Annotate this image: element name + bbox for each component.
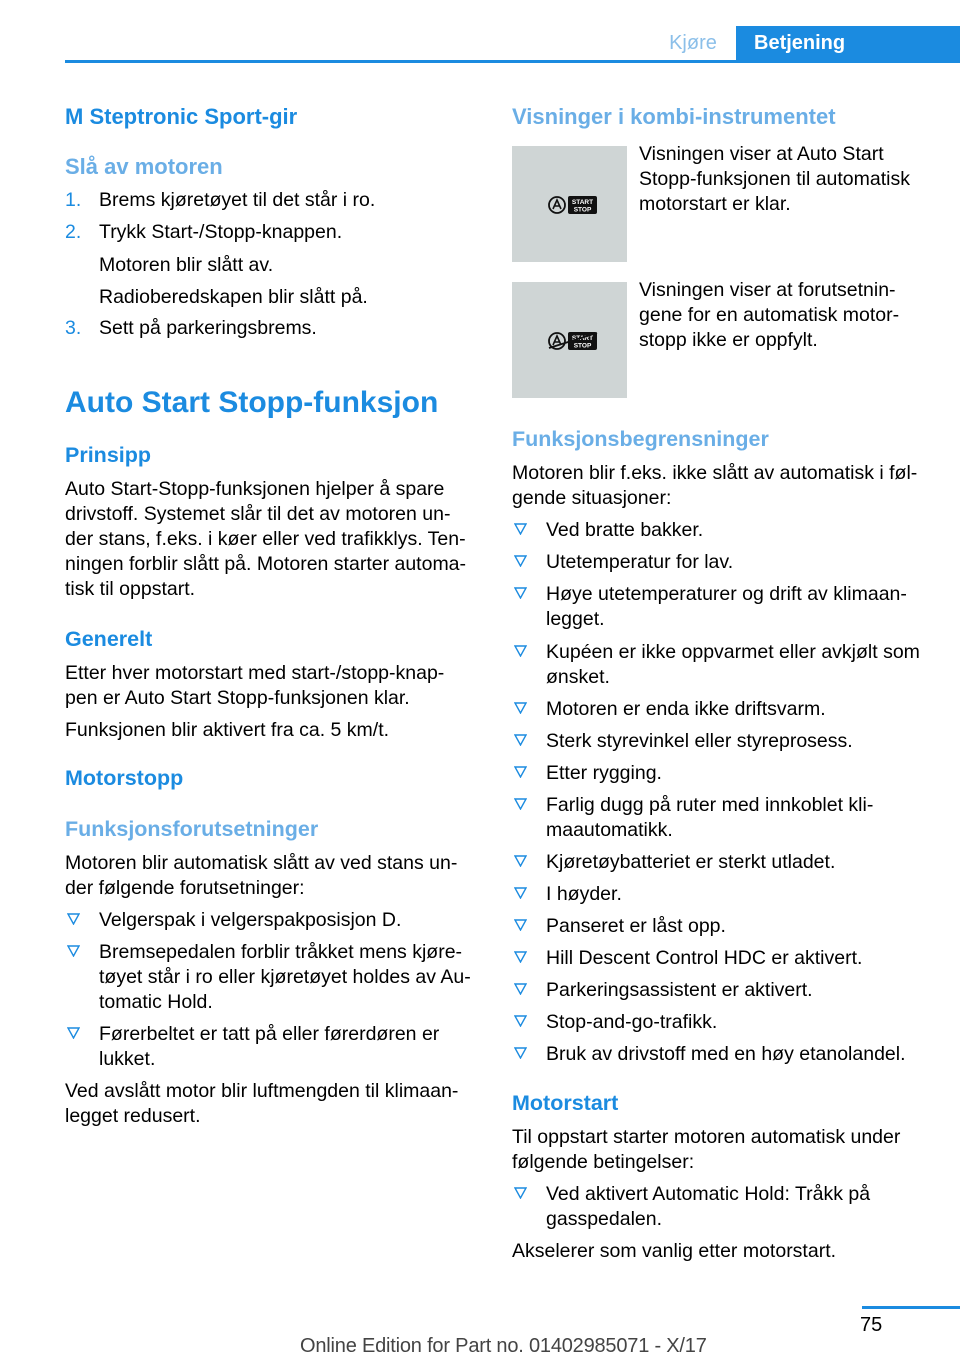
heading-funksjonsforutsetninger: Funksjonsforutsetninger <box>65 817 319 841</box>
list-item: I høyder. <box>546 883 622 905</box>
tab-betjening[interactable]: Betjening <box>736 26 960 63</box>
list-item: Bruk av drivstoff med en høy etanolandel. <box>546 1043 906 1065</box>
paragraph-line: Visningen viser at forutsetnin- <box>639 279 896 301</box>
list-item: legget. <box>546 608 605 630</box>
list-item: Panseret er låst opp. <box>546 915 726 937</box>
svg-text:START: START <box>571 199 594 206</box>
footer-edition: Online Edition for Part no. 01402985071 - X/17 <box>300 1335 707 1357</box>
heading-auto-start-stopp: Auto Start Stopp-funksjon <box>65 386 439 419</box>
paragraph-line: tisk til oppstart. <box>65 578 196 600</box>
svg-text:STOP: STOP <box>573 206 592 214</box>
bullet-icon <box>514 855 528 868</box>
paragraph-line: Etter hver motorstart med start-/stopp-knap- <box>65 662 445 684</box>
header-rule <box>65 60 960 63</box>
paragraph-line: Visningen viser at Auto Start <box>639 143 884 165</box>
bullet-icon <box>67 913 81 926</box>
paragraph-line: drivstoff. Systemet slår til det av motoren un- <box>65 503 451 525</box>
svg-text:START: START <box>571 335 594 342</box>
paragraph-line: Motoren blir f.eks. ikke slått av automatisk i føl- <box>512 462 918 484</box>
paragraph-line: der følgende forutsetninger: <box>65 877 305 899</box>
list-item: Velgerspak i velgerspakposisjon D. <box>99 909 402 931</box>
paragraph-line: gene for en automatisk motor- <box>639 304 900 326</box>
bullet-icon <box>514 1015 528 1028</box>
paragraph-line: Funksjonen blir aktivert fra ca. 5 km/t. <box>65 719 390 741</box>
step-text: Trykk Start-/Stopp-knappen. <box>99 221 343 243</box>
paragraph-line: motorstart er klar. <box>639 193 791 215</box>
paragraph-line: der stans, f.eks. i køer eller ved trafikklys. Ten- <box>65 528 466 550</box>
step-number: 1. <box>65 189 82 211</box>
tab-kjore[interactable]: Kjøre <box>669 32 717 54</box>
list-item: Farlig dugg på ruter med innkoblet kli- <box>546 794 874 816</box>
list-item: Høye utetemperaturer og drift av klimaan- <box>546 583 907 605</box>
paragraph-line: følgende betingelser: <box>512 1151 695 1173</box>
step-text: Sett på parkeringsbrems. <box>99 317 317 339</box>
paragraph-line: pen er Auto Start Stopp-funksjonen klar. <box>65 687 410 709</box>
list-item: Parkeringsassistent er aktivert. <box>546 979 813 1001</box>
bullet-icon <box>514 766 528 779</box>
paragraph-line: Til oppstart starter motoren automatisk under <box>512 1126 901 1148</box>
list-item: Stop-and-go-trafikk. <box>546 1011 718 1033</box>
auto-start-stop-not-met-image <box>512 282 627 398</box>
list-item: lukket. <box>99 1048 156 1070</box>
paragraph-line: Akselerer som vanlig etter motorstart. <box>512 1240 837 1262</box>
list-item: Ved aktivert Automatic Hold: Tråkk på <box>546 1183 871 1205</box>
heading-prinsipp: Prinsipp <box>65 443 152 467</box>
list-item: gasspedalen. <box>546 1208 663 1230</box>
step-text: Motoren blir slått av. <box>99 254 274 276</box>
step-number: 2. <box>65 221 82 243</box>
bullet-icon <box>514 587 528 600</box>
page-number: 75 <box>860 1314 883 1336</box>
footer-rule <box>862 1306 960 1309</box>
list-item: tøyet står i ro eller kjøretøyet holdes av Au- <box>99 966 471 988</box>
list-item: Motoren er enda ikke driftsvarm. <box>546 698 826 720</box>
bullet-icon <box>514 1187 528 1200</box>
bullet-icon <box>514 887 528 900</box>
heading-steptronic: M Steptronic Sport-gir <box>65 104 298 129</box>
list-item: Ved bratte bakker. <box>546 519 704 541</box>
bullet-icon <box>514 734 528 747</box>
bullet-icon <box>514 1047 528 1060</box>
bullet-icon <box>67 945 81 958</box>
list-item: Bremsepedalen forblir tråkket mens kjøre- <box>99 941 463 963</box>
heading-generelt: Generelt <box>65 627 153 651</box>
paragraph-line: ningen forblir slått på. Motoren starter automa- <box>65 553 467 575</box>
list-item: Sterk styrevinkel eller styreprosess. <box>546 730 853 752</box>
list-item: tomatic Hold. <box>99 991 213 1013</box>
paragraph-line: stopp ikke er oppfylt. <box>639 329 818 351</box>
step-text: Brems kjøretøyet til det står i ro. <box>99 189 376 211</box>
list-item: Etter rygging. <box>546 762 662 784</box>
list-item: Førerbeltet er tatt på eller førerdøren er <box>99 1023 440 1045</box>
bullet-icon <box>514 798 528 811</box>
auto-start-stop-ready-image <box>512 146 627 262</box>
heading-funksjonsbegrensninger: Funksjonsbegrensninger <box>512 427 769 451</box>
step-number: 3. <box>65 317 82 339</box>
paragraph-line: legget redusert. <box>65 1105 201 1127</box>
bullet-icon <box>514 983 528 996</box>
paragraph-line: Auto Start-Stopp-funksjonen hjelper å spare <box>65 478 445 500</box>
bullet-icon <box>514 951 528 964</box>
list-item: Kupéen er ikke oppvarmet eller avkjølt som <box>546 641 920 663</box>
list-item: Hill Descent Control HDC er aktivert. <box>546 947 863 969</box>
heading-sla-av-motoren: Slå av motoren <box>65 154 223 179</box>
heading-visninger: Visninger i kombi-instrumentet <box>512 104 836 129</box>
auto-start-stop-crossed-icon <box>548 331 598 351</box>
auto-start-stop-icon <box>548 195 598 215</box>
svg-text:STOP: STOP <box>573 342 592 350</box>
bullet-icon <box>67 1027 81 1040</box>
heading-motorstopp: Motorstopp <box>65 766 184 790</box>
list-item: Kjøretøybatteriet er sterkt utladet. <box>546 851 836 873</box>
list-item: Utetemperatur for lav. <box>546 551 734 573</box>
bullet-icon <box>514 555 528 568</box>
step-text: Radioberedskapen blir slått på. <box>99 286 368 308</box>
paragraph-line: Stopp-funksjonen til automatisk <box>639 168 910 190</box>
paragraph-line: Motoren blir automatisk slått av ved stans un- <box>65 852 458 874</box>
heading-motorstart: Motorstart <box>512 1091 619 1115</box>
bullet-icon <box>514 645 528 658</box>
bullet-icon <box>514 523 528 536</box>
bullet-icon <box>514 702 528 715</box>
paragraph-line: Ved avslått motor blir luftmengden til klimaan- <box>65 1080 459 1102</box>
list-item: ønsket. <box>546 666 610 688</box>
bullet-icon <box>514 919 528 932</box>
paragraph-line: gende situasjoner: <box>512 487 672 509</box>
list-item: maautomatikk. <box>546 819 673 841</box>
